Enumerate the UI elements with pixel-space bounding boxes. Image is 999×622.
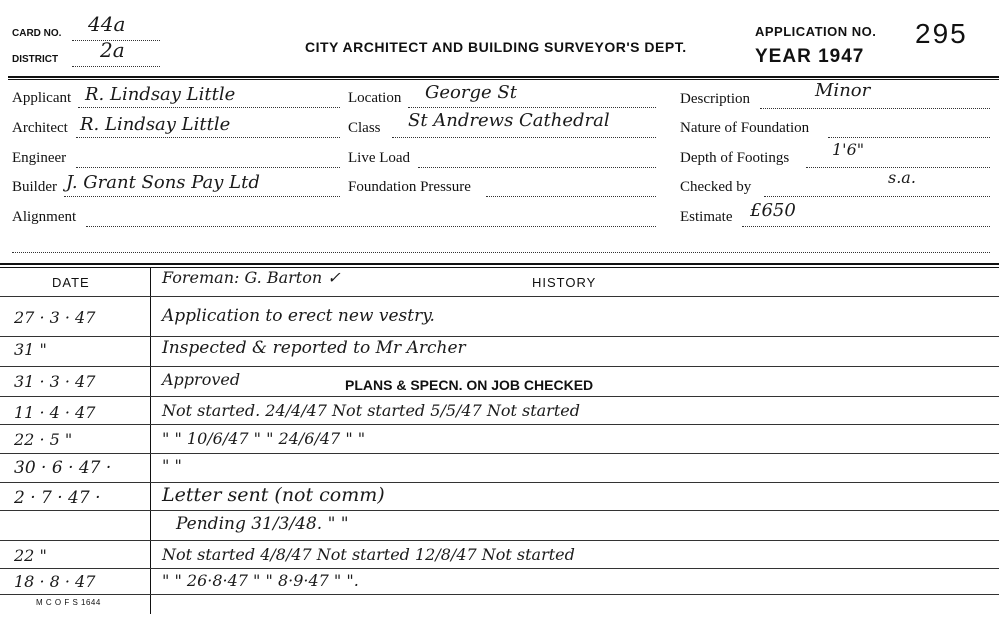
class-line [392,137,656,138]
row-line [0,510,999,511]
foreman-note: Foreman: G. Barton ✓ [162,268,341,287]
applicant-value: R. Lindsay Little [85,84,236,105]
card-no-label: CARD NO. [12,28,62,39]
estimate-value: £650 [750,200,796,221]
application-no-label: APPLICATION NO. [755,24,877,39]
date-column-divider [150,268,151,614]
form-code: M C O F S 1644 [36,598,101,607]
foundation-pressure-label: Foundation Pressure [348,179,471,195]
district-line [72,66,160,67]
extra-blank-line [12,252,990,253]
description-label: Description [680,91,750,107]
alignment-label: Alignment [12,209,77,225]
row-line [0,540,999,541]
foundation-pressure-line [486,196,656,197]
dept-title: CITY ARCHITECT AND BUILDING SURVEYOR'S DEPT. [305,39,687,55]
row-date: 2 · 7 · 47 · [14,488,101,508]
row-history: Application to erect new vestry. [162,306,435,326]
builder-value: J. Grant Sons Pay Ltd [66,172,260,193]
estimate-line [742,226,990,227]
row-line [0,594,999,595]
row-history: " " [162,456,182,475]
district-value: 2a [100,38,125,62]
location-label: Location [348,90,402,106]
history-header: HISTORY [532,275,597,290]
row-date: 31 " [14,340,47,359]
depth-of-footings-value: 1'6" [832,140,865,159]
location-value: George St [425,82,517,103]
row-history: Not started 4/8/47 Not started 12/8/47 Not started [162,545,575,564]
checked-by-value: s.a. [888,168,916,187]
architect-label: Architect [12,120,68,136]
row-line [0,336,999,337]
row-history: Inspected & reported to Mr Archer [162,338,466,358]
row-date: 27 · 3 · 47 [14,308,96,327]
row-history: " " 26·8·47 " " 8·9·47 " ". [162,571,359,590]
applicant-line [78,107,340,108]
row-date: 31 · 3 · 47 [14,372,96,391]
nature-of-foundation-line [828,137,990,138]
year-label: YEAR 1947 [755,46,865,67]
application-no-value: 295 [915,18,968,49]
row-history: Not started. 24/4/47 Not started 5/5/47 Not started [162,401,580,420]
district-label: DISTRICT [12,54,59,65]
row-history: Letter sent (not comm) [162,484,385,506]
row-line [0,568,999,569]
architect-value: R. Lindsay Little [80,114,231,135]
alignment-line [86,226,656,227]
estimate-label: Estimate [680,209,733,225]
class-label: Class [348,120,381,136]
row-line [0,366,999,367]
builder-label: Builder [12,179,57,195]
row-date: 30 · 6 · 47 · [14,458,112,478]
engineer-line [76,167,340,168]
depth-of-footings-label: Depth of Footings [680,150,790,166]
checked-by-label: Checked by [680,179,752,195]
row-line [0,453,999,454]
date-header: DATE [52,275,90,290]
row-date: 22 " [14,546,47,565]
nature-of-foundation-label: Nature of Foundation [680,120,810,136]
row-date: 22 · 5 " [14,430,73,449]
row-history: Approved [162,370,241,389]
checked-by-line [764,196,990,197]
row-line [0,396,999,397]
description-value: Minor [815,80,871,101]
header-rule-top [8,76,999,78]
class-value: St Andrews Cathedral [408,110,610,131]
engineer-label: Engineer [12,150,67,166]
location-line [408,107,656,108]
architect-line [76,137,340,138]
row-date: 18 · 8 · 47 [14,572,96,591]
live-load-label: Live Load [348,150,411,166]
row-line [0,424,999,425]
description-line [760,108,990,109]
live-load-line [418,167,656,168]
checked-stamp: PLANS & SPECN. ON JOB CHECKED [345,377,594,393]
table-rule-top [0,263,999,265]
builder-line [64,196,340,197]
row-date: 11 · 4 · 47 [14,403,96,422]
header-row-line [0,296,999,297]
row-history: Pending 31/3/48. " " [176,514,349,534]
row-line [0,482,999,483]
row-history: " " 10/6/47 " " 24/6/47 " " [162,429,366,448]
card-no-value: 44a [88,12,126,36]
applicant-label: Applicant [12,90,72,106]
